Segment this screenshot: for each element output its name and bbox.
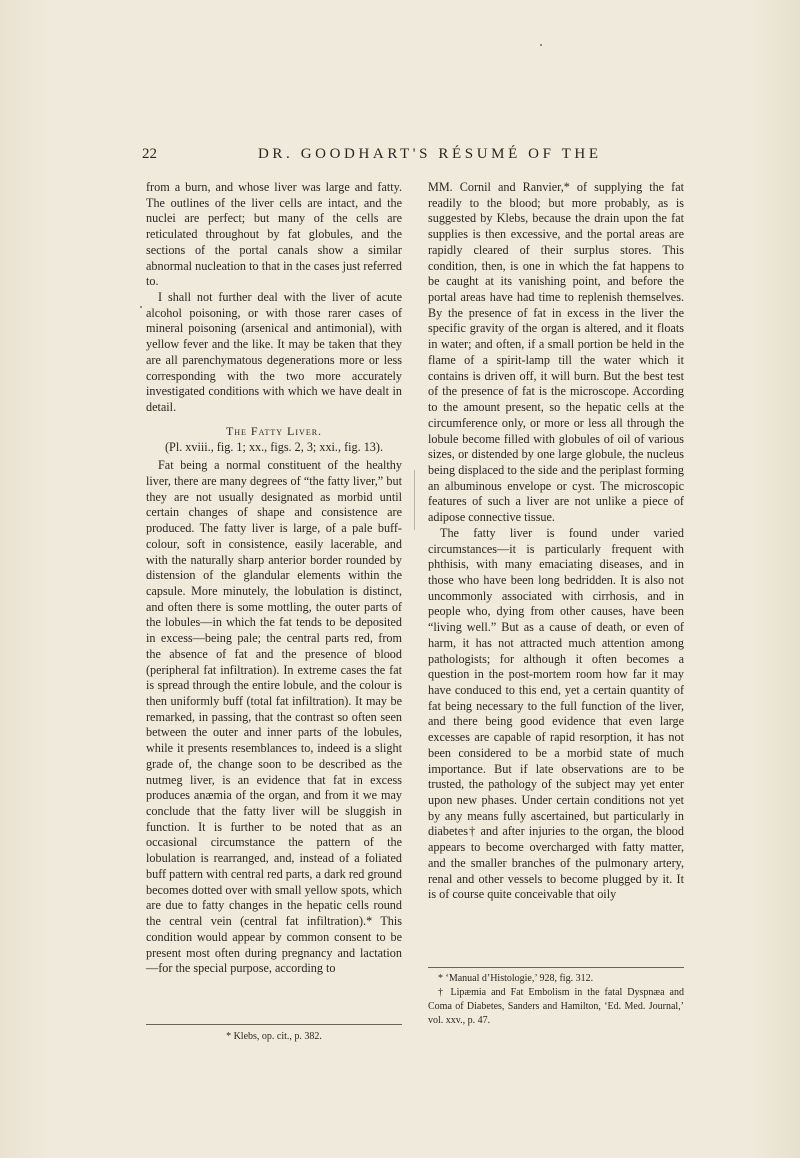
left-column <box>146 180 402 977</box>
left-paragraph-2: I shall not further deal with the liver of acute alcohol poisoning, or with those rarer cases of mineral poisoning (arsenical and antimonial), with yellow fever and the like. It may be taken that they are all parenchymatous degenerations more or less corresponding with the two more accurately investigated conditions with which we have dealt in detail. <box>146 290 402 415</box>
left-footnote-rule <box>146 1024 402 1025</box>
running-title: DR. GOODHART'S RÉSUMÉ OF THE <box>258 146 602 162</box>
right-paragraph-2: The fatty liver is found under varied circumstances—it is particularly frequent with phthisis, with many emaciating diseases, and in those who have been long bedridden. It is also not uncommonly associated with cirrhosis, and in people who, dying from other causes, have been “living well.” But as a cause of death, or even of harm, it has not attracted much attention among pathologists; for although it often becomes a question in the post-mortem room how far it may have conduced to this end, yet a certain quantity of fat being necessary to the full function of the liver, and there being good evidence that even large excesses are capable of rapid resorption, it has not been considered to be a morbid state of much importance. But if late observations are to be trusted, the pathology of the subject may yet enter upon new phases. Under certain conditions not yet by any means fully ascertained, but particularly in diabetes† and after injuries to the organ, the blood appears to become overcharged with fatty matter, and the smaller branches of the pulmonary artery, renal and other vessels to become plugged by it. It is of course quite conceivable that oily <box>428 525 684 902</box>
right-paragraph-1: MM. Cornil and Ranvier,* of supplying the fat readily to the blood; but more probably, as is suggested by Klebs, because the drain upon the fat supplies is then excessive, and the portal areas are rapidly cleared of their surplus stores. This condition, then, is one in which the fat happens to be caught at its vanishing point, and before the portal areas have had time to replenish themselves. By the presence of fat in excess in the liver the specific gravity of the organ is altered, and it floats in water; and often, if a small portion be held in the flame of a spirit-lamp till the water which it contains is driven off, it will burn. But the best test of the presence of fat is the microscope. According to the amount present, so the hepatic cells at the circumference only, or more or less all through the lobule become filled with globules of oil of various sizes, or distended by one large globule, the nucleus being displaced to the side and the periplast forming an albuminous envelope or cyst. The microscopic features of such a liver are not unlike a piece of adipose connective tissue. <box>428 180 684 525</box>
section-plate-reference: (Pl. xviii., fig. 1; xx., figs. 2, 3; xxi., fig. 13). <box>164 439 384 454</box>
right-footnotes <box>428 972 684 1028</box>
page-number: 22 <box>142 146 157 162</box>
gutter-mark <box>414 470 415 530</box>
paper-speck <box>140 306 142 308</box>
paper-speck <box>540 44 542 46</box>
running-header <box>142 146 662 168</box>
left-footnote: * Klebs, op. cit., p. 382. <box>226 1031 322 1042</box>
section-title: The Fatty Liver. <box>225 423 323 438</box>
right-footnote-1: * ‘Manual d’Histologie,’ 928, fig. 312. <box>438 973 594 984</box>
right-column <box>428 180 684 903</box>
right-footnote-rule <box>428 967 684 968</box>
left-paragraph-3: Fat being a normal constituent of the healthy liver, there are many degrees of “the fatty liver,” but they are not usually designated as morbid until certain changes of shape and consistence are produced. The fatty liver is large, of a pale buff-colour, soft in consistence, easily lacerable, and with the naturally sharp anterior border rounded by distension of the glandular elements within the capsule. More minutely, the lobulation is distinct, and often there is some mottling, the outer parts of the lobules—in which the fat tends to be deposited in excess—being pale; the central parts red, from the absence of fat and the presence of blood (peripheral fat infiltration). In extreme cases the fat is spread through the entire lobule, and the colour is then uniformly buff (total fat infiltration). It may be remarked, in passing, that the contrast so often seen between the outer and inner parts of the lobules, while it presents resemblances to, indeed is a slight grade of, the change soon to be described as the nutmeg liver, is an evidence that fat in excess produces anæmia of the organ, and from it we may conclude that the fatty liver will be sluggish in function. It is further to be noted that as an occasional circumstance the pattern of the lobulation is rearranged, and, instead of a foliated buff pattern with central red parts, a dark red ground becomes dotted over with small yellow spots, which are due to fatty changes in the hepatic cells round the central vein (central fat infiltration).* This condition would appear by common consent to be present most often during pregnancy and lactation—for the special purpose, according to <box>146 458 402 976</box>
left-paragraph-1: from a burn, and whose liver was large and fatty. The outlines of the liver cells are intact, and the nuclei are perfect; but many of the cells are reticulated throughout by fat globules, and the sections of the portal canals show a similar abnormal nucleation to that in the cases just referred to. <box>146 180 402 289</box>
right-footnote-2: † Lipæmia and Fat Embolism in the fatal Dyspnæa and Coma of Diabetes, Sanders and Hamilton, ‘Ed. Med. Journal,’ vol. xxv., p. 47. <box>428 987 684 1026</box>
